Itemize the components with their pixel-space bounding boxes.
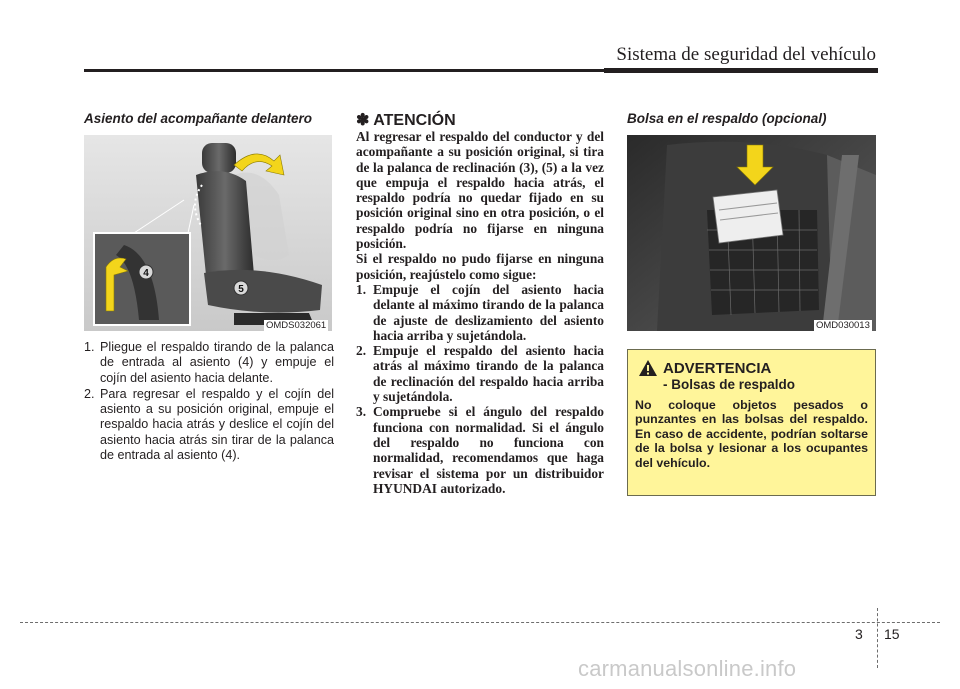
running-header: Sistema de seguridad del vehículo xyxy=(616,44,876,65)
attention-body xyxy=(356,129,604,496)
footer-rule xyxy=(20,622,940,623)
figure-code-seat: OMDS032061 xyxy=(266,320,327,331)
item-text: Empuje el cojín del asiento hacia delante al máximo tirando de la palanca de ajuste de deslizamiento del asiento hacia arriba y sujetándola. xyxy=(373,281,604,343)
attention-paragraph: Al regresar el respaldo del conductor y del acompañante a su posición original, si tira de la palanca de reclinación (3), (5) a la vez que empuja el respaldo hacia atrás, el respaldo podría no quedar fijado en su posición original sino en otra posición, o el respaldo podría no fijarse en ninguna posición. xyxy=(356,129,604,252)
section-heading-seatback-pocket: Bolsa en el respaldo (opcional) xyxy=(627,111,827,126)
section-heading-passenger-seat: Asiento del acompañante delantero xyxy=(84,111,313,126)
list-item xyxy=(356,282,604,343)
warning-box xyxy=(627,349,876,496)
item-number: 3. xyxy=(356,404,367,420)
item-text: Pliegue el respaldo tirando de la palanca de entrada al asiento (4) y empuje el cojín del asiento hacia delante. xyxy=(100,340,334,385)
seat-illustration xyxy=(84,135,332,331)
item-number: 1. xyxy=(84,340,95,354)
item-text: Para regresar el respaldo y el cojín del asiento a su posición original, empuje el respaldo hacia atrás y deslice el cojín del asiento hacia atrás sin tirar de la palanca de entrada al asiento (4). xyxy=(100,386,334,463)
callout-4: 4 xyxy=(143,268,149,279)
list-item xyxy=(356,404,604,496)
page-number: 15 xyxy=(884,626,900,642)
item-text: Empuje el respaldo del asiento hacia atrás al máximo tirando de la palanca de reclinación del respaldo hacia arriba y sujetándola. xyxy=(373,343,604,405)
chapter-number: 3 xyxy=(855,626,863,642)
watermark: carmanualsonline.info xyxy=(578,656,797,681)
attention-title: ATENCIÓN xyxy=(373,112,456,129)
attention-symbol-icon: ✽ xyxy=(356,112,370,129)
header-rule-accent xyxy=(604,68,878,73)
instruction-list xyxy=(84,340,334,463)
seatback-pocket-illustration xyxy=(627,135,876,331)
item-number: 1. xyxy=(356,281,367,297)
item-number: 2. xyxy=(84,386,95,401)
warning-title: ADVERTENCIA xyxy=(663,360,772,377)
footer-divider xyxy=(877,608,878,668)
warning-subtitle: - Bolsas de respaldo xyxy=(663,377,796,392)
callout-5: 5 xyxy=(238,284,244,295)
figure-code-pocket: OMD030013 xyxy=(816,320,870,331)
attention-heading xyxy=(356,110,456,130)
attention-paragraph: Si el respaldo no pudo fijarse en ninguna posición, reajústelo como sigue: xyxy=(356,251,604,282)
list-item xyxy=(356,343,604,404)
list-item xyxy=(84,387,334,463)
item-text: Compruebe si el ángulo del respaldo funciona con normalidad. Si el ángulo del respaldo no funciona con normalidad, recomendamos que haga revisar el sistema por un distribuidor HYUNDAI autorizado. xyxy=(373,404,604,496)
list-item xyxy=(84,340,334,386)
seat-figure xyxy=(84,135,332,331)
item-number: 2. xyxy=(356,343,367,359)
warning-triangle-icon xyxy=(638,359,658,377)
seatback-pocket-figure xyxy=(627,135,876,331)
warning-text: No coloque objetos pesados o punzantes en las bolsas del respaldo. En caso de accidente, podrían soltarse de la bolsa y lesionar a los ocupantes del vehículo. xyxy=(635,398,868,470)
